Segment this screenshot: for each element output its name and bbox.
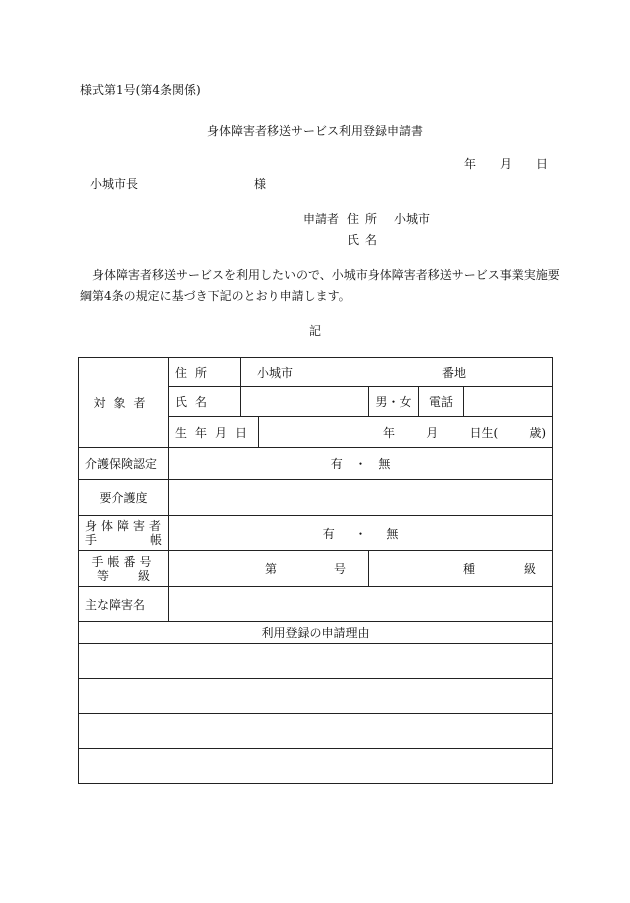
number-go: 号 <box>333 562 346 576</box>
table-row-care-certification <box>79 448 553 480</box>
date-month-label: 月 <box>500 157 513 171</box>
body-text-line-1: 身体障害者移送サービスを利用したいので、小城市身体障害者移送サービス事業実施要 <box>92 268 560 282</box>
grade-label-b: 級 <box>137 568 150 583</box>
handbook-value-cell[interactable] <box>169 516 553 551</box>
applicant-address-label: 住所 <box>347 212 384 226</box>
reason-header: 利用登録の申請理由 <box>261 626 370 640</box>
name-value-cell[interactable] <box>241 387 369 417</box>
care-level-label: 要介護度 <box>99 491 148 505</box>
grade-label-a: 等 <box>97 568 110 583</box>
date-day-label: 日 <box>536 157 549 171</box>
table-row-disability <box>79 587 553 622</box>
birth-year-label: 年 <box>383 425 396 440</box>
address-value-cell[interactable] <box>241 358 553 387</box>
handbook-no: 無 <box>386 526 399 541</box>
birth-month-label: 月 <box>426 425 439 440</box>
reason-line-2[interactable] <box>79 679 553 714</box>
care-level-label-cell <box>79 480 169 516</box>
table-row-care-level <box>79 480 553 516</box>
grade-kyu: 級 <box>524 562 537 576</box>
care-cert-value-cell[interactable] <box>169 448 553 480</box>
document-title: 身体障害者移送サービス利用登録申請書 <box>206 124 423 138</box>
table-row-handbook-number <box>79 551 553 587</box>
address-label: 住所 <box>175 365 216 380</box>
disability-value-cell[interactable] <box>169 587 553 622</box>
handbook-number-label-cell <box>79 551 169 587</box>
care-level-value-cell[interactable] <box>169 480 553 516</box>
ki-heading: 記 <box>308 324 321 338</box>
subject-label-cell <box>79 358 169 448</box>
gender-cell[interactable] <box>369 387 419 417</box>
handbook-number-label: 手帳番号 <box>91 554 156 569</box>
applicant-name-label: 氏名 <box>347 233 384 247</box>
addressee-mayor: 小城市長 <box>90 177 139 191</box>
gender-options: 男・女 <box>375 395 412 409</box>
name-label: 氏名 <box>175 395 216 409</box>
addressee-honorific: 様 <box>254 177 267 191</box>
reason-line-3[interactable] <box>79 714 553 749</box>
birth-label-cell <box>169 417 259 448</box>
table-row-reason-4 <box>79 749 553 784</box>
phone-value-cell[interactable] <box>464 387 553 417</box>
phone-label-cell <box>419 387 464 417</box>
handbook-dot: ・ <box>354 526 367 541</box>
handbook-label-top: 身体障害者 <box>85 519 166 533</box>
subject-label: 対象者 <box>93 396 154 410</box>
number-dai: 第 <box>265 562 278 576</box>
name-label-cell <box>169 387 241 417</box>
birth-day-age-label: 日生( <box>469 425 499 440</box>
birth-age-close: 歳) <box>529 425 547 440</box>
date-year-label: 年 <box>464 157 477 171</box>
care-cert-yes: 有 <box>330 457 343 471</box>
table-row-reason-3 <box>79 714 553 749</box>
handbook-label-bottom-b: 帳 <box>149 533 162 547</box>
applicant-address-value: 小城市 <box>394 212 431 226</box>
body-text-line-2: 綱第4条の規定に基づき下記のとおり申請します。 <box>80 289 351 303</box>
reason-header-cell <box>79 622 553 644</box>
disability-label: 主な障害名 <box>85 597 146 612</box>
care-cert-label-cell <box>79 448 169 480</box>
care-cert-dot: ・ <box>354 457 367 471</box>
birth-value-cell[interactable] <box>259 417 553 448</box>
address-label-cell <box>169 358 241 387</box>
handbook-label-bottom-a: 手 <box>85 533 98 547</box>
handbook-number-value-cell[interactable] <box>169 551 369 587</box>
address-banchi: 番地 <box>442 365 467 380</box>
table-row-reason-2 <box>79 679 553 714</box>
care-cert-label: 介護保険認定 <box>85 457 158 471</box>
birth-label: 生年月日 <box>175 425 256 440</box>
grade-shu: 種 <box>463 562 476 576</box>
disability-label-cell <box>79 587 169 622</box>
reason-line-1[interactable] <box>79 644 553 679</box>
form-number: 様式第1号(第4条関係) <box>80 83 201 97</box>
handbook-yes: 有 <box>322 526 335 541</box>
table-row-reason-1 <box>79 644 553 679</box>
phone-label: 電話 <box>428 395 453 409</box>
table-row-reason-header <box>79 622 553 644</box>
applicant-label: 申請者 <box>303 212 340 226</box>
reason-line-4[interactable] <box>79 749 553 784</box>
handbook-label-cell <box>79 516 169 551</box>
application-form-table <box>78 357 553 784</box>
care-cert-no: 無 <box>378 457 391 471</box>
table-row-handbook <box>79 516 553 551</box>
address-city: 小城市 <box>257 365 294 380</box>
grade-value-cell[interactable] <box>369 551 553 587</box>
table-row-address <box>79 358 553 387</box>
